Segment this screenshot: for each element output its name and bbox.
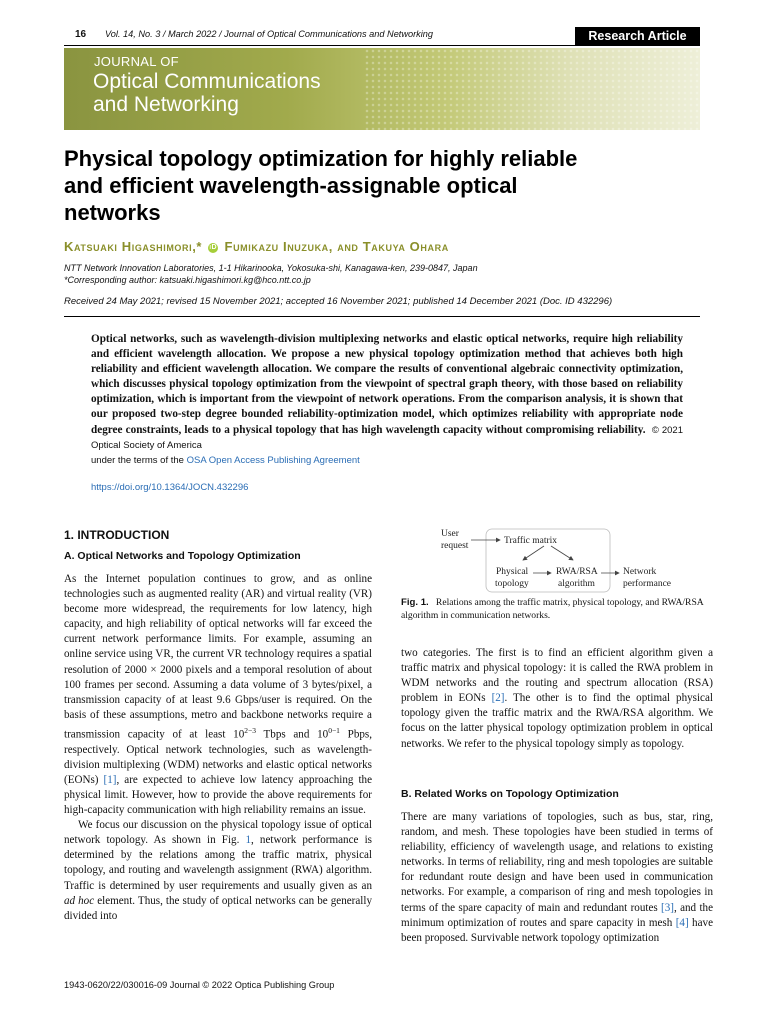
text-run: There are many variations of topologies, such as bus, star, ring, random, and mesh. These topologies have been studied in terms of reliability, efficiency of wavelength usage, and relations to existing networks. In terms of reliability, ring and mesh topologies are suitable for redundant route design and have been used in communication networks. For example, a comparison of ring and mesh topologies in terms of the spare capacity of main and redundant routes xyxy=(401,811,713,914)
right-column-body xyxy=(401,646,713,752)
author-name: Fumikazu Inuzuka, xyxy=(224,239,333,254)
citation-link[interactable]: [2] xyxy=(491,692,505,705)
article-type-badge: Research Article xyxy=(575,27,700,46)
caption-text: Relations among the traffic matrix, physical topology, and RWA/RSA algorithm in communication networks. xyxy=(401,597,704,621)
license-line xyxy=(91,453,683,468)
figure-label: Fig. 1. xyxy=(401,597,429,608)
title-line: Physical topology optimization for highly reliable xyxy=(64,146,578,171)
figure-caption xyxy=(401,597,713,622)
text-run: , network performance is determined by the relations among the traffic matrix, physical topology, and routing and wavelength assignment (RWA) algorithm. Traffic is determined by user requirements and usually given as an xyxy=(64,834,372,892)
text-run: . The other is to find the optimal physical topology given the traffic matrix and the RWA/RSA algorithm. We focus on the latter physical topology optimization problem in optical networks. We refer to the physical topology simply as topology. xyxy=(401,692,713,750)
superscript: 2−3 xyxy=(244,725,256,735)
corresponding-author: *Corresponding author: katsuaki.higashimori.kg@hco.ntt.co.jp xyxy=(64,275,311,285)
network-performance-line1: Network xyxy=(623,567,657,577)
arrow xyxy=(523,546,544,560)
traffic-matrix-label: Traffic matrix xyxy=(504,536,558,546)
paragraph xyxy=(64,818,372,924)
physical-topology-label-line2: topology xyxy=(495,579,529,589)
journal-name-line2: Optical Communications xyxy=(93,70,321,93)
article-title xyxy=(64,145,704,226)
section-heading: 1. INTRODUCTION xyxy=(64,528,170,542)
text-run: Pbps, respectively. Optical network technologies, such as wavelength-division multiplexing (WDM) networks and elastic optical networks (EONs) xyxy=(64,728,372,786)
citation-link[interactable]: [1] xyxy=(103,773,117,786)
author-name: Katsuaki Higashimori,* xyxy=(64,239,203,254)
arrow xyxy=(551,546,573,560)
citation-link[interactable]: [3] xyxy=(661,901,674,914)
running-head: Vol. 14, No. 3 / March 2022 / Journal of Optical Communications and Networking xyxy=(105,29,434,39)
superscript: 0−1 xyxy=(328,725,340,735)
figure-link[interactable]: 1 xyxy=(245,834,252,847)
page-number: 16 xyxy=(75,29,87,40)
italic-text: ad hoc xyxy=(64,894,95,907)
text-run: Tbps and 10 xyxy=(255,728,329,741)
paragraph xyxy=(401,646,713,752)
text-run: two categories. The first is to find an efficient algorithm given a traffic matrix and physical topology: it is called the RWA problem in WDM networks and the routing and spectrum allocation (RSA) problem in EONs xyxy=(401,647,713,705)
text-run: As the Internet population continues to grow, and as online technologies such as augmented reality (AR) and virtual reality (VR) become more widespread, the requirements for low latency, high capacity, and high reliability of optical networks will far exceed the current network performance limits. For example, assuming an online service using VR, the current VR technology requires a spatial resolution of 2000 × 2000 pixels and a temporal resolution of about 100 frames per second. Assuming a data volume of 3 bytes/pixel, a transmission capacity of at least 9.6 Gbps/user is required. On the basis of these assumptions, metro and backbone networks require a transmission capacity of at least 10 xyxy=(64,573,372,741)
orcid-icon[interactable]: iD xyxy=(209,243,218,251)
subsection-heading: A. Optical Networks and Topology Optimization xyxy=(64,550,301,562)
title-line: and efficient wavelength-assignable optical xyxy=(64,173,518,198)
journal-name-line1: JOURNAL OF xyxy=(94,54,179,69)
license-prefix: under the terms of the xyxy=(91,454,184,466)
license-link[interactable]: OSA Open Access Publishing Agreement xyxy=(186,454,360,466)
title-line: networks xyxy=(64,200,161,225)
divider xyxy=(64,316,700,317)
received-dates: Received 24 May 2021; revised 15 November 2021; accepted 16 November 2021; published 14 December 2021 (Doc. ID 432296) xyxy=(64,296,613,307)
user-request-line1: User xyxy=(441,529,459,539)
rwa-label-line1: RWA/RSA xyxy=(556,567,598,577)
paragraph xyxy=(64,572,372,818)
right-column-body-2 xyxy=(401,810,713,946)
journal-name-main xyxy=(93,70,321,116)
figure-1-diagram xyxy=(401,525,714,600)
subsection-heading: B. Related Works on Topology Optimization xyxy=(401,788,619,800)
doi-link[interactable]: https://doi.org/10.1364/JOCN.432296 xyxy=(91,482,249,493)
author-name: Takuya Ohara xyxy=(362,239,449,254)
affiliation-block xyxy=(64,262,478,286)
text-run: , are expected to achieve low latency approaching the physical limit. However, how to provide the above requirements for high-capacity communication with high reliability remains an issue. xyxy=(64,773,373,817)
diagram-label-user xyxy=(441,529,469,551)
copyright-notice: © 2021 Optical Society of America xyxy=(91,424,683,451)
citation-link[interactable]: [4] xyxy=(675,916,689,929)
user-request-line2: request xyxy=(441,541,469,551)
text-run: element. Thus, the study of optical networks can be generally divided into xyxy=(64,894,372,922)
rwa-label-line2: algorithm xyxy=(558,579,595,589)
text-run: have been proposed. Survivable network topology optimization xyxy=(401,916,713,944)
running-header xyxy=(64,27,700,45)
banner-pattern xyxy=(364,48,700,130)
network-performance-line2: performance xyxy=(623,579,671,589)
header-rule xyxy=(64,45,700,46)
abstract-text: Optical networks, such as wavelength-division multiplexing networks and elastic optical networks, require high reliability and efficient wavelength allocation. We propose a new physical topology optimization method that achieves both high reliability and efficient wavelength allocation. We compare the results of conventional algebraic connectivity optimization, which discusses physical topology optimization from the viewpoint of spectral graph theory, with those based on reliability optimization, which is important from the viewpoint of network operations. From the comparison analysis, it is shown that our proposed two-step degree bounded reliability-optimization model, which optimizes reliability with appropriate node degree constraints, leads to a physical topology that has high wavelength capacity without compromising reliability. xyxy=(91,333,683,436)
text-run: , and the minimum optimization of routes and spare capacity in mesh xyxy=(401,901,713,929)
author-conjunction: and xyxy=(337,239,359,254)
journal-banner xyxy=(64,48,700,130)
physical-topology-label-line1: Physical xyxy=(496,567,529,577)
affiliation: NTT Network Innovation Laboratories, 1-1 Hikarinooka, Yokosuka-shi, Kanagawa-ken, 239-0847, Japan xyxy=(64,263,478,273)
footer-text: 1943-0620/22/030016-09 Journal © 2022 Optica Publishing Group xyxy=(64,980,335,990)
left-column-body xyxy=(64,572,372,924)
paragraph xyxy=(401,810,713,946)
journal-name-line3: and Networking xyxy=(93,93,239,116)
text-run: We focus our discussion on the physical topology issue of optical network topology. As shown in Fig. xyxy=(64,819,372,847)
author-list xyxy=(64,239,449,254)
abstract xyxy=(91,332,683,468)
